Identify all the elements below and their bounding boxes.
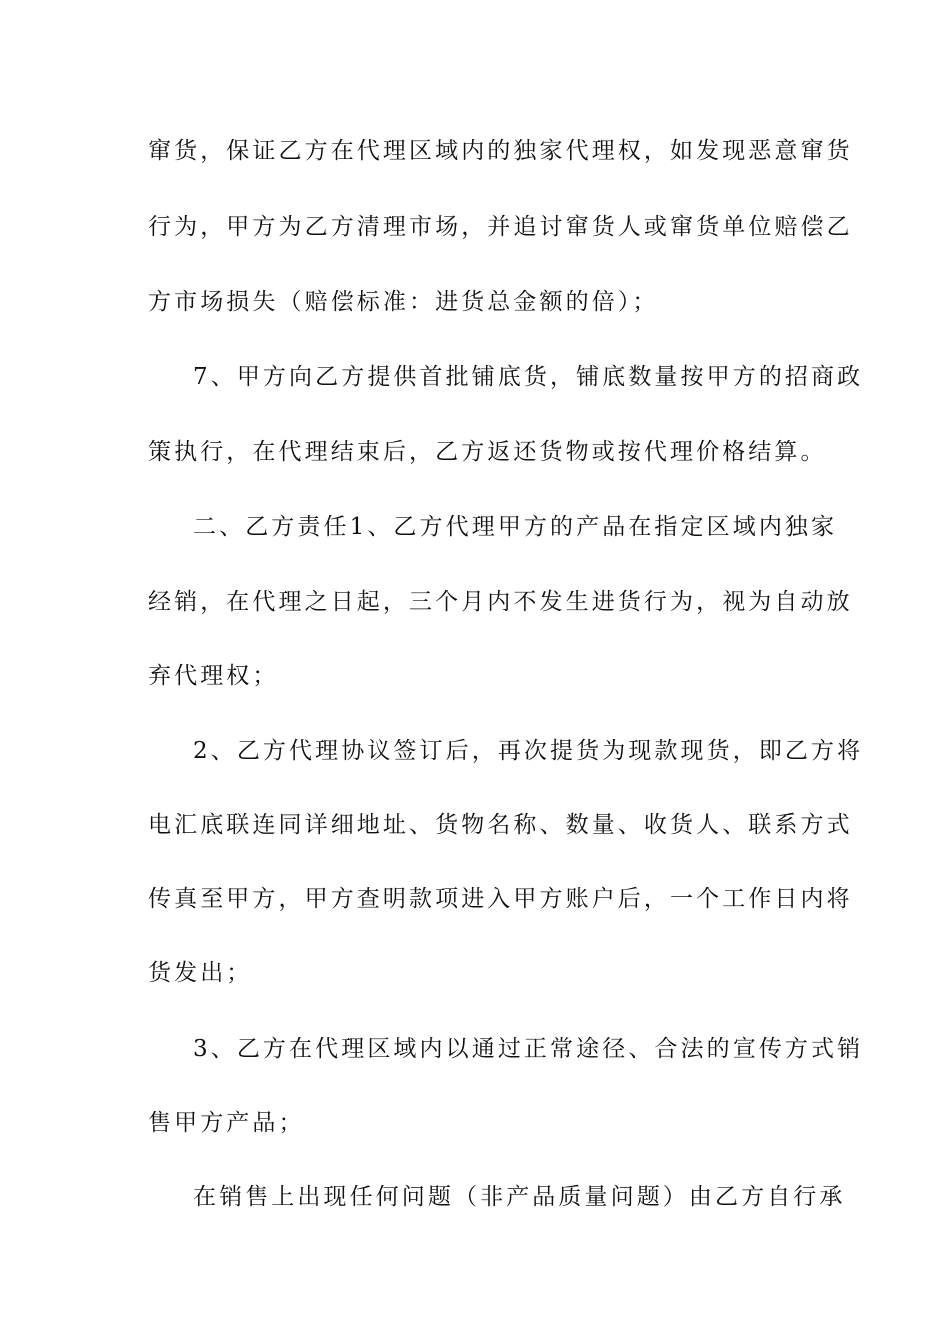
text-line: 二、乙方责任1、乙方代理甲方的产品在指定区域内独家 [193, 514, 838, 540]
text-line: 方市场损失（赔偿标准：进货总金额的倍）； [148, 289, 659, 315]
text-line: 售甲方产品； [148, 1110, 305, 1136]
text-line: 7、甲方向乙方提供首批铺底货，铺底数量按甲方的招商政 [193, 364, 864, 390]
text-line: 传真至甲方，甲方查明款项进入甲方账户后，一个工作日内将 [148, 886, 853, 912]
text-line: 2、乙方代理协议签订后，再次提货为现款现货，即乙方将 [193, 738, 864, 764]
text-line: 策执行，在代理结束后，乙方返还货物或按代理价格结算。 [148, 439, 827, 465]
text-line: 电汇底联连同详细地址、货物名称、数量、收货人、联系方式 [148, 812, 853, 838]
text-line: 在销售上出现任何问题（非产品质量问题）由乙方自行承 [193, 1184, 846, 1210]
text-line: 弃代理权； [148, 663, 279, 689]
text-line: 经销，在代理之日起，三个月内不发生进货行为，视为自动放 [148, 589, 853, 615]
text-line: 3、乙方在代理区域内以通过正常途径、合法的宣传方式销 [193, 1036, 864, 1062]
text-line: 货发出； [148, 960, 253, 986]
text-line: 窜货，保证乙方在代理区域内的独家代理权，如发现恶意窜货 [148, 138, 853, 164]
text-line: 行为，甲方为乙方清理市场，并追讨窜货人或窜货单位赔偿乙 [148, 214, 853, 240]
